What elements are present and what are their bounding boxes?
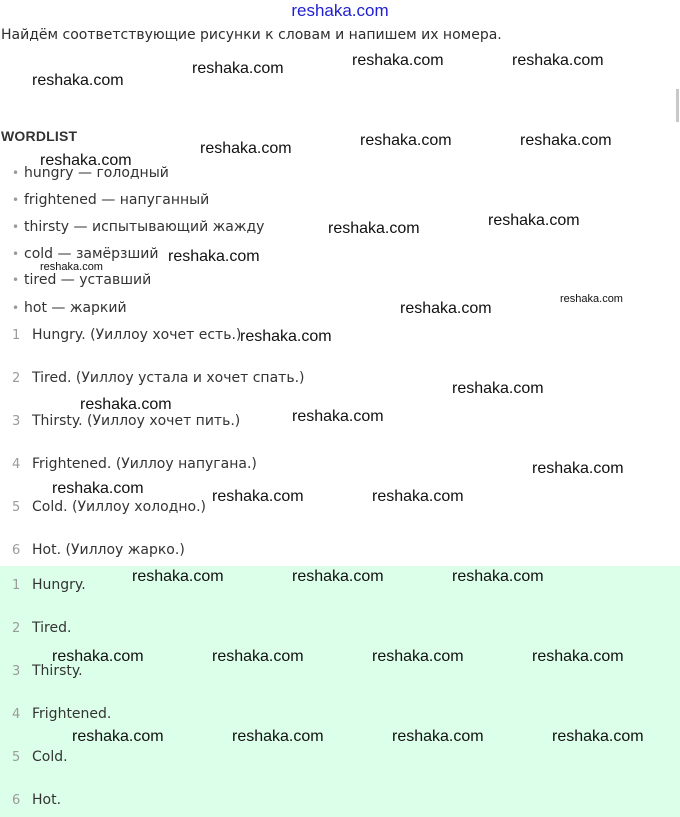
bullet-icon: • [12,273,20,287]
watermark: reshaka.com [212,648,304,665]
site-title[interactable]: reshaka.com [291,1,389,20]
wordlist-item: • hungry — голодный [12,165,169,181]
bullet-icon: • [12,247,20,261]
list-item: 3 Thirsty. [12,663,83,679]
watermark: reshaka.com [80,396,172,413]
bullet-icon: • [12,301,20,315]
watermark: reshaka.com [292,568,384,585]
watermark: reshaka.com [52,480,144,497]
watermark: reshaka.com [200,140,292,157]
watermark: reshaka.com [72,728,164,745]
watermark: reshaka.com [352,52,444,69]
list-item: 1 Hungry. [12,577,86,593]
watermark: reshaka.com [488,212,580,229]
watermark: reshaka.com [40,261,103,273]
watermark: reshaka.com [512,52,604,69]
watermark: reshaka.com [372,648,464,665]
watermark: reshaka.com [552,728,644,745]
watermark: reshaka.com [168,248,260,265]
wordlist-item: • thirsty — испытывающий жажду [12,219,265,235]
wordlist-item: • frightened — напуганный [12,192,210,208]
watermark: reshaka.com [232,728,324,745]
watermark: reshaka.com [372,488,464,505]
wordlist-item: • hot — жаркий [12,300,127,316]
watermark: reshaka.com [452,380,544,397]
list-item: 5 Cold. [12,749,68,765]
watermark: reshaka.com [192,60,284,77]
list-item: 3 Thirsty. (Уиллоу хочет пить.) [12,413,241,429]
bullet-icon: • [12,166,20,180]
watermark: reshaka.com [452,568,544,585]
watermark: reshaka.com [392,728,484,745]
watermark: reshaka.com [532,648,624,665]
list-item: 5 Cold. (Уиллоу холодно.) [12,499,206,515]
list-item: 4 Frightened. (Уиллоу напугана.) [12,456,257,472]
list-item: 2 Tired. [12,620,72,636]
watermark: reshaka.com [52,648,144,665]
list-item: 6 Hot. [12,792,62,808]
bullet-icon: • [12,193,20,207]
watermark: reshaka.com [292,408,384,425]
wordlist-item: • cold — замёрзший [12,246,159,262]
wordlist-heading: WORDLIST [1,128,78,144]
exercise-instruction: Найдём соответствующие рисунки к словам и напишем их номера. [1,27,502,43]
list-item: 2 Tired. (Уиллоу устала и хочет спать.) [12,370,305,386]
watermark: reshaka.com [132,568,224,585]
watermark: reshaka.com [32,72,124,89]
watermark: reshaka.com [240,328,332,345]
watermark: reshaka.com [400,300,492,317]
answer-block [0,566,680,817]
watermark: reshaka.com [520,132,612,149]
wordlist-item: • tired — уставший [12,272,152,288]
watermark: reshaka.com [212,488,304,505]
scrollbar-thumb[interactable] [676,89,679,122]
list-item: 1 Hungry. (Уиллоу хочет есть.) [12,327,242,343]
list-item: 4 Frightened. [12,706,112,722]
bullet-icon: • [12,220,20,234]
watermark: reshaka.com [532,460,624,477]
list-item: 6 Hot. (Уиллоу жарко.) [12,542,185,558]
watermark: reshaka.com [328,220,420,237]
watermark: reshaka.com [560,293,623,305]
watermark: reshaka.com [360,132,452,149]
watermark: reshaka.com [40,152,132,169]
